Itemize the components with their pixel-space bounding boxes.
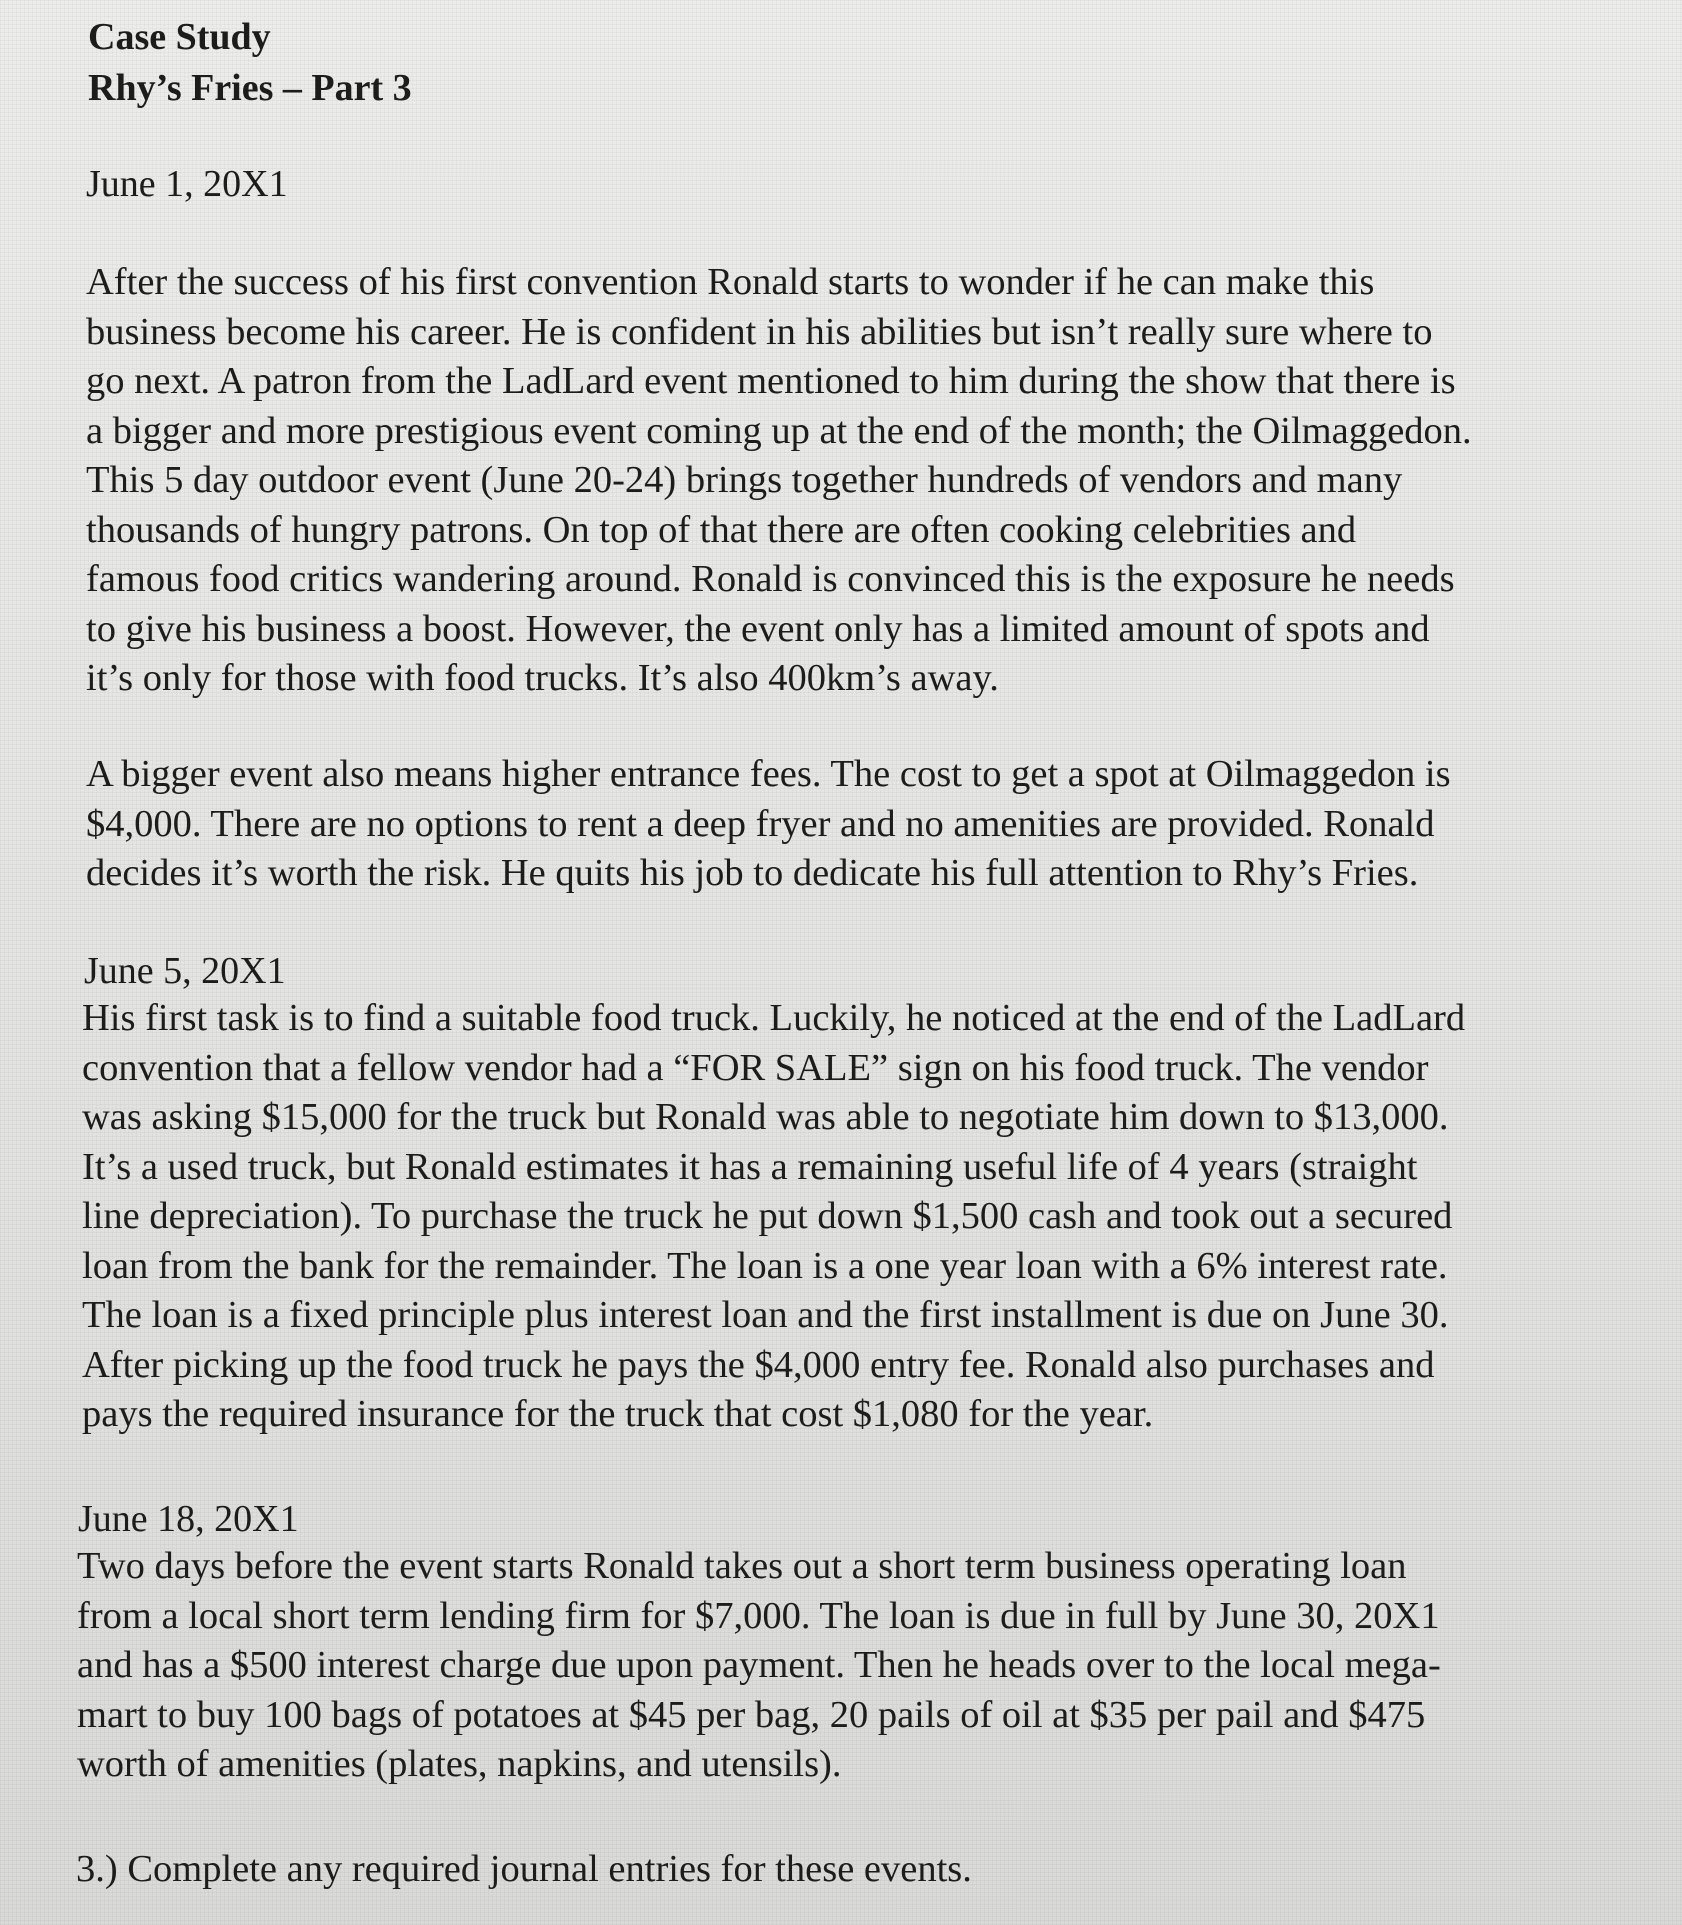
paragraph-line: It’s a used truck, but Ronald estimates it has a remaining useful life of 4 years (straight [82, 1145, 1418, 1188]
section-date-june-1: June 1, 20X1 [86, 163, 288, 205]
paragraph-line: The loan is a fixed principle plus interest loan and the first installment is due on June 30. [82, 1294, 1449, 1336]
paragraph-line: business become his career. He is confident in his abilities but isn’t really sure where to [86, 310, 1433, 353]
paragraph-line: from a local short term lending firm for $7,000. The loan is due in full by June 30, 20X1 [77, 1594, 1440, 1637]
paragraph-line: to give his business a boost. However, the event only has a limited amount of spots and [86, 607, 1430, 650]
section-date-june-5: June 5, 20X1 [84, 950, 286, 992]
document-title: Case Study [88, 16, 271, 58]
paragraph-line: decides it’s worth the risk. He quits his job to dedicate his full attention to Rhy’s Fries. [86, 852, 1419, 894]
paragraph-june-18-loan [77, 1542, 1441, 1790]
paragraph-line: go next. A patron from the LadLard event mentioned to him during the show that there is [86, 360, 1456, 402]
paragraph-line: line depreciation). To purchase the truck he put down $1,500 cash and took out a secured [82, 1195, 1453, 1237]
paragraph-line: and has a $500 interest charge due upon payment. Then he heads over to the local mega- [77, 1644, 1441, 1686]
paragraph-line: A bigger event also means higher entrance fees. The cost to get a spot at Oilmaggedon is [86, 753, 1451, 795]
paragraph-line: convention that a fellow vendor had a “FOR SALE” sign on his food truck. The vendor [82, 1046, 1429, 1089]
paragraph-june-5-truck [82, 994, 1465, 1440]
paragraph-june-1-intro [86, 258, 1472, 704]
paragraph-line: it’s only for those with food trucks. It’s also 400km’s away. [86, 657, 999, 699]
paragraph-line: $4,000. There are no options to rent a deep fryer and no amenities are provided. Ronald [86, 802, 1435, 845]
paragraph-line: thousands of hungry patrons. On top of that there are often cooking celebrities and [86, 508, 1357, 551]
paragraph-line: mart to buy 100 bags of potatoes at $45 per bag, 20 pails of oil at $35 per pail and $475 [77, 1693, 1426, 1736]
paragraph-line: a bigger and more prestigious event coming up at the end of the month; the Oilmaggedon. [86, 409, 1472, 452]
question-prompt: 3.) Complete any required journal entries for these events. [76, 1848, 972, 1890]
paragraph-line: famous food critics wandering around. Ronald is convinced this is the exposure he needs [86, 558, 1455, 600]
paragraph-line: Two days before the event starts Ronald takes out a short term business operating loan [77, 1545, 1407, 1587]
paragraph-line: was asking $15,000 for the truck but Ronald was able to negotiate him down to $13,000. [82, 1096, 1449, 1138]
paragraph-line: pays the required insurance for the truck that cost $1,080 for the year. [82, 1393, 1154, 1435]
paragraph-line: After picking up the food truck he pays the $4,000 entry fee. Ronald also purchases and [82, 1343, 1435, 1386]
paragraph-line: After the success of his first convention Ronald starts to wonder if he can make this [86, 261, 1375, 303]
section-date-june-18: June 18, 20X1 [78, 1498, 299, 1540]
paragraph-line: His first task is to find a suitable food truck. Luckily, he noticed at the end of the LadLard [82, 997, 1466, 1039]
paragraph-line: This 5 day outdoor event (June 20-24) brings together hundreds of vendors and many [86, 459, 1403, 501]
document-subtitle: Rhy’s Fries – Part 3 [88, 67, 412, 109]
paragraph-june-1-fees [86, 750, 1451, 899]
paragraph-line: loan from the bank for the remainder. The loan is a one year loan with a 6% interest rate. [82, 1244, 1448, 1287]
paragraph-line: worth of amenities (plates, napkins, and utensils). [77, 1743, 842, 1785]
